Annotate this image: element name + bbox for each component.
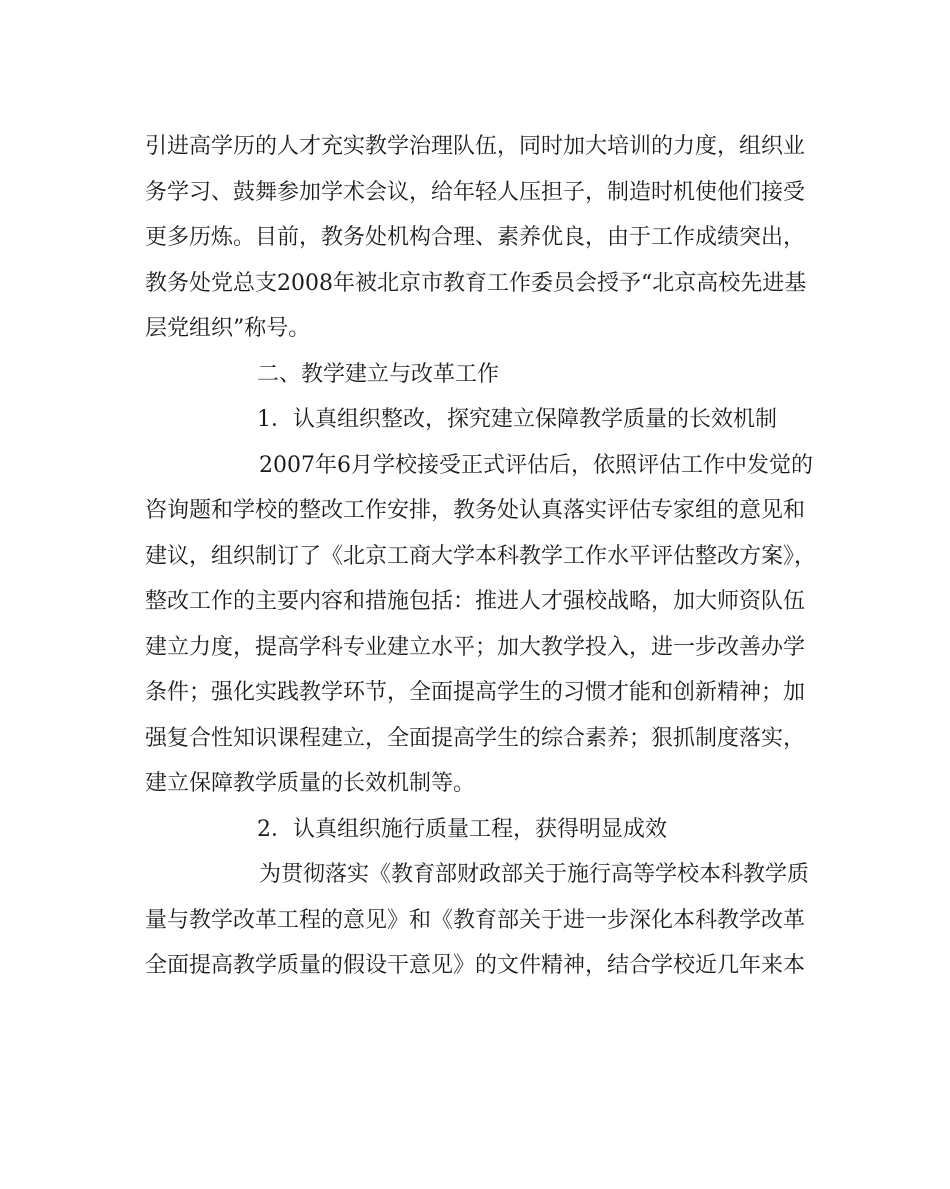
paragraph-line: 引进高学历的人才充实教学治理队伍，同时加大培训的力度，组织业 [145, 134, 806, 159]
paragraph-line: 建立力度，提高学科专业建立水平；加大教学投入，进一步改善办学 [145, 634, 806, 660]
paragraph-line: 建议，组织制订了《北京工商大学本科教学工作水平评估整改方案》， [145, 543, 817, 569]
paragraph-line: 建立保障教学质量的长效机制等。 [145, 771, 476, 796]
paragraph-line: 量与教学改革工程的意见》和《教育部关于进一步深化本科教学改革 [145, 907, 806, 933]
paragraph-line: 咨询题和学校的整改工作安排，教务处认真落实评估专家组的意见和 [145, 498, 806, 523]
paragraph-line: 更多历炼。目前，教务处机构合理、素养优良，由于工作成绩突出， [145, 225, 806, 250]
paragraph-line: 务学习、鼓舞参加学术会议，给年轻人压担子，制造时机使他们接受 [145, 179, 806, 205]
paragraph-first-line: 2007年6月学校接受正式评估后，依照评估工作中发觉的 [259, 452, 813, 478]
paragraph-line: 全面提高教学质量的假设干意见》的文件精神，结合学校近几年来本 [145, 953, 806, 978]
subsection-heading: 2．认真组织施行质量工程，获得明显成效 [257, 816, 667, 842]
paragraph-line: 条件；强化实践教学环节，全面提高学生的习惯才能和创新精神；加 [145, 680, 806, 705]
subsection-heading: 1．认真组织整改，探究建立保障教学质量的长效机制 [257, 407, 777, 432]
paragraph-line: 强复合性知识课程建立，全面提高学生的综合素养；狠抓制度落实， [145, 725, 806, 751]
paragraph-line: 整改工作的主要内容和措施包括：推进人才强校战略，加大师资队伍 [145, 589, 806, 614]
paragraph-line: 层党组织”称号。 [145, 316, 311, 341]
paragraph-line: 教务处党总支2008年被北京市教育工作委员会授予“北京高校先进基 [145, 270, 807, 296]
section-heading: 二、教学建立与改革工作 [257, 361, 500, 387]
paragraph-first-line: 为贯彻落实《教育部财政部关于施行高等学校本科教学质 [259, 862, 810, 887]
document-body [145, 124, 815, 989]
